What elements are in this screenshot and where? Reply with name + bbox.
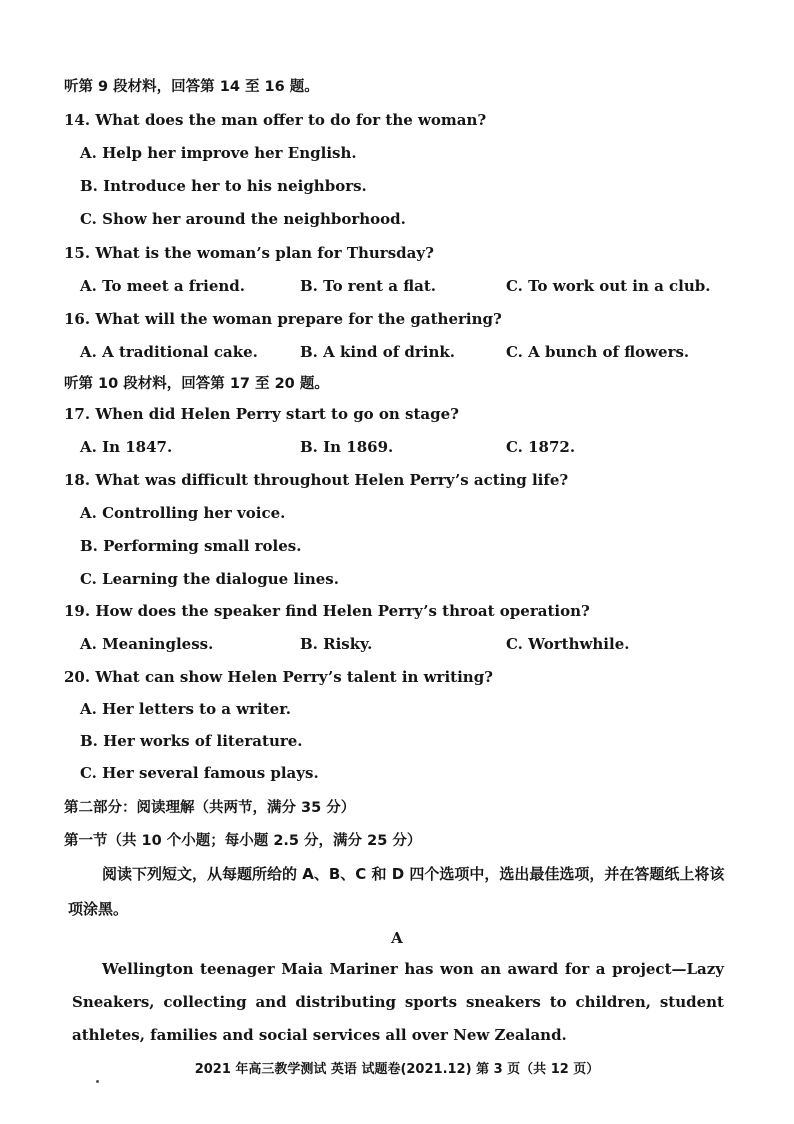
passage-a-text: Wellington teenager Maia Mariner has won an award for a project—Lazy Sneakers, collecting and distributing sports sneakers to children, student athletes, families and social services all over New Zealand. <box>72 960 724 1044</box>
question-20: 20. What can show Helen Perry’s talent in writing? <box>64 668 493 686</box>
q15-option-c: C. To work out in a club. <box>506 277 711 295</box>
part2-title: 第二部分：阅读理解（共两节，满分 35 分） <box>64 800 356 816</box>
q15-option-b: B. To rent a flat. <box>300 277 437 295</box>
q17-option-a: A. In 1847. <box>80 438 173 456</box>
q20-option-b: B. Her works of literature. <box>80 732 303 750</box>
q20-option-c: C. Her several famous plays. <box>80 764 319 782</box>
question-17: 17. When did Helen Perry start to go on stage? <box>64 405 459 423</box>
q16-option-a: A. A traditional cake. <box>80 343 258 361</box>
passage-label: A <box>391 929 403 947</box>
q18-option-c: C. Learning the dialogue lines. <box>80 570 339 588</box>
q19-option-b: B. Risky. <box>300 635 373 653</box>
question-14: 14. What does the man offer to do for the woman? <box>64 111 487 129</box>
section10-intro: 听第 10 段材料，回答第 17 至 20 题。 <box>64 376 329 392</box>
q18-option-b: B. Performing small roles. <box>80 537 302 555</box>
q19-option-a: A. Meaningless. <box>80 635 214 653</box>
q17-option-b: B. In 1869. <box>300 438 394 456</box>
q19-option-c: C. Worthwhile. <box>506 635 630 653</box>
q18-option-a: A. Controlling her voice. <box>80 504 286 522</box>
section1-title: 第一节（共 10 个小题；每小题 2.5 分，满分 25 分） <box>64 833 422 849</box>
q17-option-c: C. 1872. <box>506 438 576 456</box>
page-footer: 2021 年高三教学测试 英语 试题卷(2021.12) 第 3 页（共 12 页） <box>194 1062 600 1077</box>
question-18: 18. What was difficult throughout Helen Perry’s acting life? <box>64 471 569 489</box>
q14-option-c: C. Show her around the neighborhood. <box>80 210 406 228</box>
q14-option-a: A. Help her improve her English. <box>80 144 357 162</box>
question-19: 19. How does the speaker find Helen Perry’s throat operation? <box>64 602 590 620</box>
q16-option-c: C. A bunch of flowers. <box>506 343 690 361</box>
reading-instructions: 阅读下列短文，从每题所给的 A、B、C 和 D 四个选项中，选出最佳选项，并在答题纸上将该项涂黑。 <box>68 865 725 918</box>
q14-option-b: B. Introduce her to his neighbors. <box>80 177 367 195</box>
question-15: 15. What is the woman’s plan for Thursday? <box>64 244 434 262</box>
q15-option-a: A. To meet a friend. <box>80 277 246 295</box>
scan-speck <box>96 1080 99 1083</box>
q20-option-a: A. Her letters to a writer. <box>80 700 291 718</box>
question-16: 16. What will the woman prepare for the gathering? <box>64 310 502 328</box>
section9-intro: 听第 9 段材料，回答第 14 至 16 题。 <box>64 79 319 95</box>
q16-option-b: B. A kind of drink. <box>300 343 455 361</box>
